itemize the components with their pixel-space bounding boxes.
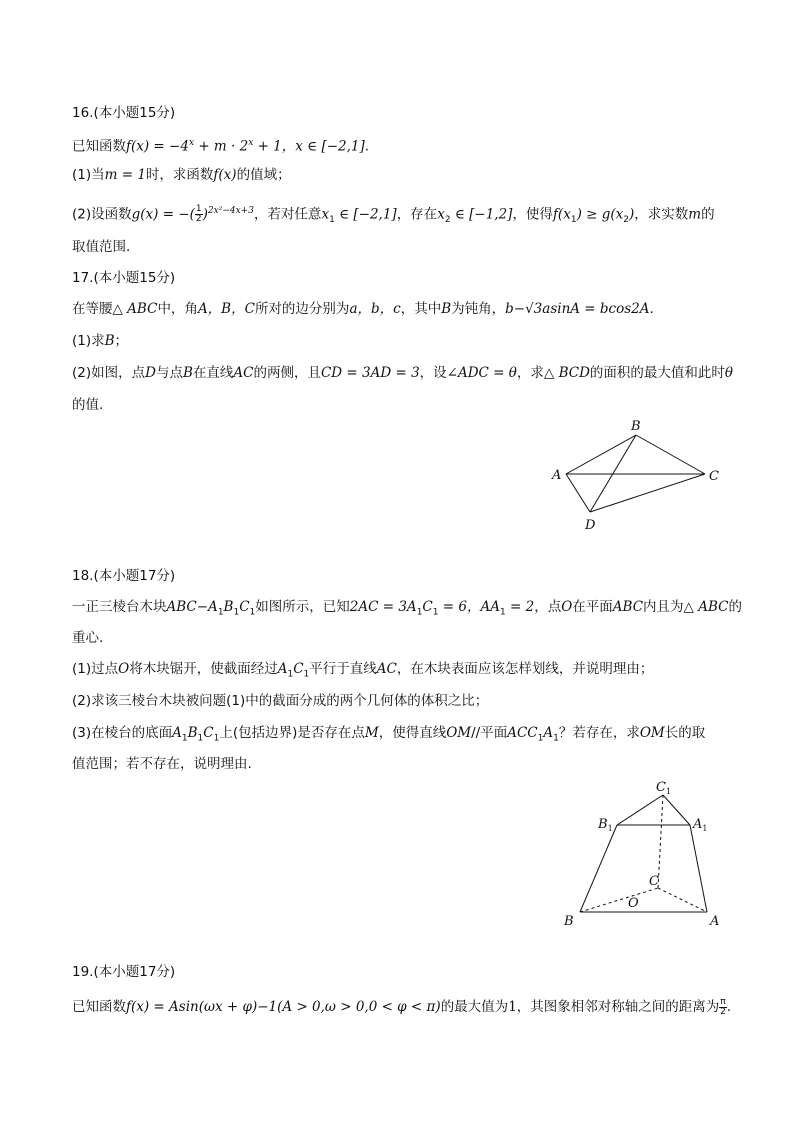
label-C: C xyxy=(649,874,659,889)
text: ，其中 xyxy=(400,301,442,317)
math: B xyxy=(182,365,193,381)
label-A: A xyxy=(710,914,720,929)
text: ，其图象相邻对称轴之间的距离为 xyxy=(516,999,720,1015)
label-sub: 1 xyxy=(702,824,708,833)
text: 与点 xyxy=(155,365,183,381)
q18-line6: 值范围；若不存在，说明理由. xyxy=(72,756,252,772)
math: a，b，c xyxy=(349,301,401,317)
label-B: B xyxy=(564,914,574,929)
edge-AD xyxy=(566,474,590,512)
text: 的 xyxy=(728,599,742,615)
edge-CA xyxy=(658,888,707,912)
math: O xyxy=(118,661,130,677)
label-C1 xyxy=(656,780,671,796)
math: B xyxy=(104,333,115,349)
text: 长的取 xyxy=(664,725,706,741)
text: 的值域； xyxy=(236,167,291,183)
sub: 1 xyxy=(217,607,224,618)
sub: 1 xyxy=(213,733,220,744)
math: D xyxy=(145,365,156,381)
sup: x xyxy=(188,138,195,148)
sub: 1 xyxy=(303,669,310,680)
math: △ BCD xyxy=(543,365,590,381)
q19-header: 19.(本小题17分) xyxy=(72,964,176,980)
label-D: D xyxy=(585,518,596,533)
frac-den: 2 xyxy=(720,1006,726,1017)
q19-line1 xyxy=(72,997,731,1017)
text: ，若对任意 xyxy=(253,206,322,223)
text: . xyxy=(649,301,654,317)
math: m xyxy=(688,206,702,223)
text: (3)在棱台的底面 xyxy=(72,725,173,741)
text: 为钝角， xyxy=(451,301,506,317)
text: 一正三棱台木块 xyxy=(72,599,167,615)
edge-AA1 xyxy=(690,825,707,912)
label-B: B xyxy=(631,419,641,434)
q17-header: 17.(本小题15分) xyxy=(72,270,176,286)
text: ，使得 xyxy=(512,206,553,223)
text: ，求实数 xyxy=(634,206,689,223)
text: 上(包括边界)是否存在点 xyxy=(219,725,365,741)
label-text: C xyxy=(656,780,666,795)
text: (1)当 xyxy=(72,167,105,183)
text: 在直线 xyxy=(192,365,234,381)
math: AC xyxy=(376,661,397,677)
sub: 1 xyxy=(537,733,544,744)
text: 中，角 xyxy=(157,301,198,317)
math: △ ABC xyxy=(112,301,158,317)
text: ，使得直线 xyxy=(378,725,447,741)
q17-line3 xyxy=(72,363,733,383)
q17-line2 xyxy=(72,331,128,351)
text: (1)过点 xyxy=(72,661,119,677)
math: ∠ADC = θ xyxy=(446,365,517,381)
fraction xyxy=(719,998,726,1017)
label-sub: 1 xyxy=(607,824,613,833)
q18-line2: 重心. xyxy=(72,630,104,646)
text: 平行于直线 xyxy=(309,661,377,677)
text: . xyxy=(364,138,370,155)
q18-line1 xyxy=(72,597,742,623)
sub: 1 xyxy=(249,607,256,618)
text: ，设 xyxy=(419,365,447,381)
math: C xyxy=(239,599,250,615)
frac-num: π xyxy=(720,996,726,1007)
math: ABC xyxy=(612,599,644,615)
text: //平面 xyxy=(471,725,508,741)
text: ，存在 xyxy=(396,206,438,223)
edge-BC xyxy=(580,888,658,912)
q17-figure xyxy=(540,412,730,537)
q16-line3 xyxy=(72,201,715,230)
math: △ ABC xyxy=(683,599,729,615)
text: 时，求函数 xyxy=(145,167,214,183)
sub: 1 xyxy=(432,607,439,618)
text: 所对的边分别为 xyxy=(254,301,350,317)
math: ) ≥ g(x xyxy=(576,206,624,223)
math: f(x) = −4 xyxy=(126,138,189,155)
math: C xyxy=(422,599,433,615)
text: 已知函数 xyxy=(72,138,126,155)
sup: 2x²−4x+3 xyxy=(207,206,254,216)
math: ) xyxy=(628,206,635,223)
text: 内且为 xyxy=(643,599,684,615)
edge-BB1 xyxy=(580,825,617,912)
text: . xyxy=(726,999,731,1015)
fraction xyxy=(195,205,203,224)
q18-line4: (2)求该三棱台木块被问题(1)中的截面分成的两个几何体的体积之比； xyxy=(72,693,489,709)
math: A xyxy=(543,725,554,741)
edge-C1A1 xyxy=(663,795,690,825)
q18-line3 xyxy=(72,659,653,685)
label-B1 xyxy=(597,817,613,833)
q18-header: 18.(本小题17分) xyxy=(72,568,176,584)
math: x xyxy=(437,206,445,223)
frac-den: 2 xyxy=(195,214,202,224)
sub: 2 xyxy=(623,215,629,226)
q16-line2 xyxy=(72,165,291,185)
math: B xyxy=(187,725,198,741)
text: (2)如图，点 xyxy=(72,365,146,381)
math: ) xyxy=(202,206,208,223)
q18-figure xyxy=(560,772,730,932)
text: ，求 xyxy=(516,365,544,381)
math: g(x) = −( xyxy=(131,206,195,223)
sub: 1 xyxy=(181,733,188,744)
math: ∈ [−1,2] xyxy=(450,206,513,223)
label-C: C xyxy=(709,469,719,484)
q17-line1 xyxy=(72,299,654,319)
math: + 1，x ∈ [−2,1] xyxy=(253,138,365,155)
math: f(x) = Asin(ωx + φ)−1(A > 0,ω > 0,0 < φ < π) xyxy=(126,999,441,1015)
edge-B1C1 xyxy=(617,795,663,825)
math: 1 xyxy=(508,999,517,1015)
text: 在等腰 xyxy=(72,301,113,317)
math: b−√3asinA = bcos2A xyxy=(505,301,650,317)
text: ，在木块表面应该怎样划线，并说明理由； xyxy=(396,661,654,677)
sub: 1 xyxy=(287,669,294,680)
sub: 2 xyxy=(444,215,451,226)
q18-line5 xyxy=(72,723,705,749)
sub: 1 xyxy=(553,733,559,744)
edge-DC xyxy=(590,474,705,512)
math: AC xyxy=(233,365,254,381)
text: 已知函数 xyxy=(72,999,126,1015)
math: m = 1 xyxy=(104,167,146,183)
sub: 1 xyxy=(499,607,506,618)
sub: 1 xyxy=(570,215,577,226)
text: (1)求 xyxy=(72,333,105,349)
math: ACC xyxy=(507,725,538,741)
sub: 1 xyxy=(329,215,335,226)
math: O xyxy=(561,599,573,615)
math: C xyxy=(203,725,214,741)
sub: 1 xyxy=(197,733,204,744)
math: OM xyxy=(639,725,665,741)
label-A1 xyxy=(692,817,707,833)
text: ？若存在，求 xyxy=(558,725,640,741)
label-text: A xyxy=(693,817,703,832)
text: 的面积的最大值和此时 xyxy=(589,365,725,381)
sub: 1 xyxy=(416,607,423,618)
text: 的两侧，且 xyxy=(253,365,321,381)
math: = 2 xyxy=(505,599,535,615)
math: A xyxy=(277,661,288,677)
math: = 6，AA xyxy=(438,599,500,615)
q17-line4: 的值. xyxy=(72,397,104,413)
edge-AB xyxy=(566,435,636,474)
sub: 1 xyxy=(233,607,240,618)
math: M xyxy=(364,725,379,741)
math: OM xyxy=(446,725,472,741)
text: 将木块锯开，使截面经过 xyxy=(129,661,278,677)
math: B xyxy=(223,599,234,615)
text: 的最大值为 xyxy=(440,999,509,1015)
sup: x xyxy=(248,138,254,148)
label-O: O xyxy=(628,896,639,911)
math: A，B，C xyxy=(197,301,255,317)
text: (2)设函数 xyxy=(72,206,132,223)
math: 2AC = 3A xyxy=(349,599,417,615)
math: ∈ [−2,1] xyxy=(334,206,397,223)
text: 在平面 xyxy=(572,599,613,615)
text: 如图所示，已知 xyxy=(255,599,350,615)
text: 的 xyxy=(701,206,715,223)
edge-BC xyxy=(636,435,705,474)
math: θ xyxy=(724,365,734,381)
math: C xyxy=(293,661,304,677)
label-A: A xyxy=(552,468,562,483)
text: ； xyxy=(114,333,129,349)
math: B xyxy=(441,301,452,317)
q16-line4: 取值范围. xyxy=(72,239,131,255)
q16-line1 xyxy=(72,133,369,157)
math: CD = 3AD = 3 xyxy=(320,365,420,381)
text: ，点 xyxy=(534,599,562,615)
label-sub: 1 xyxy=(665,787,672,796)
math: f(x) xyxy=(213,167,237,183)
label-text: B xyxy=(598,817,608,832)
math: ABC−A xyxy=(166,599,218,615)
math: f(x xyxy=(552,206,571,223)
q16-header: 16.(本小题15分) xyxy=(72,105,176,121)
math: x xyxy=(321,206,330,223)
frac-num: 1 xyxy=(195,204,202,214)
math: + m · 2 xyxy=(194,138,249,155)
math: A xyxy=(172,725,182,741)
